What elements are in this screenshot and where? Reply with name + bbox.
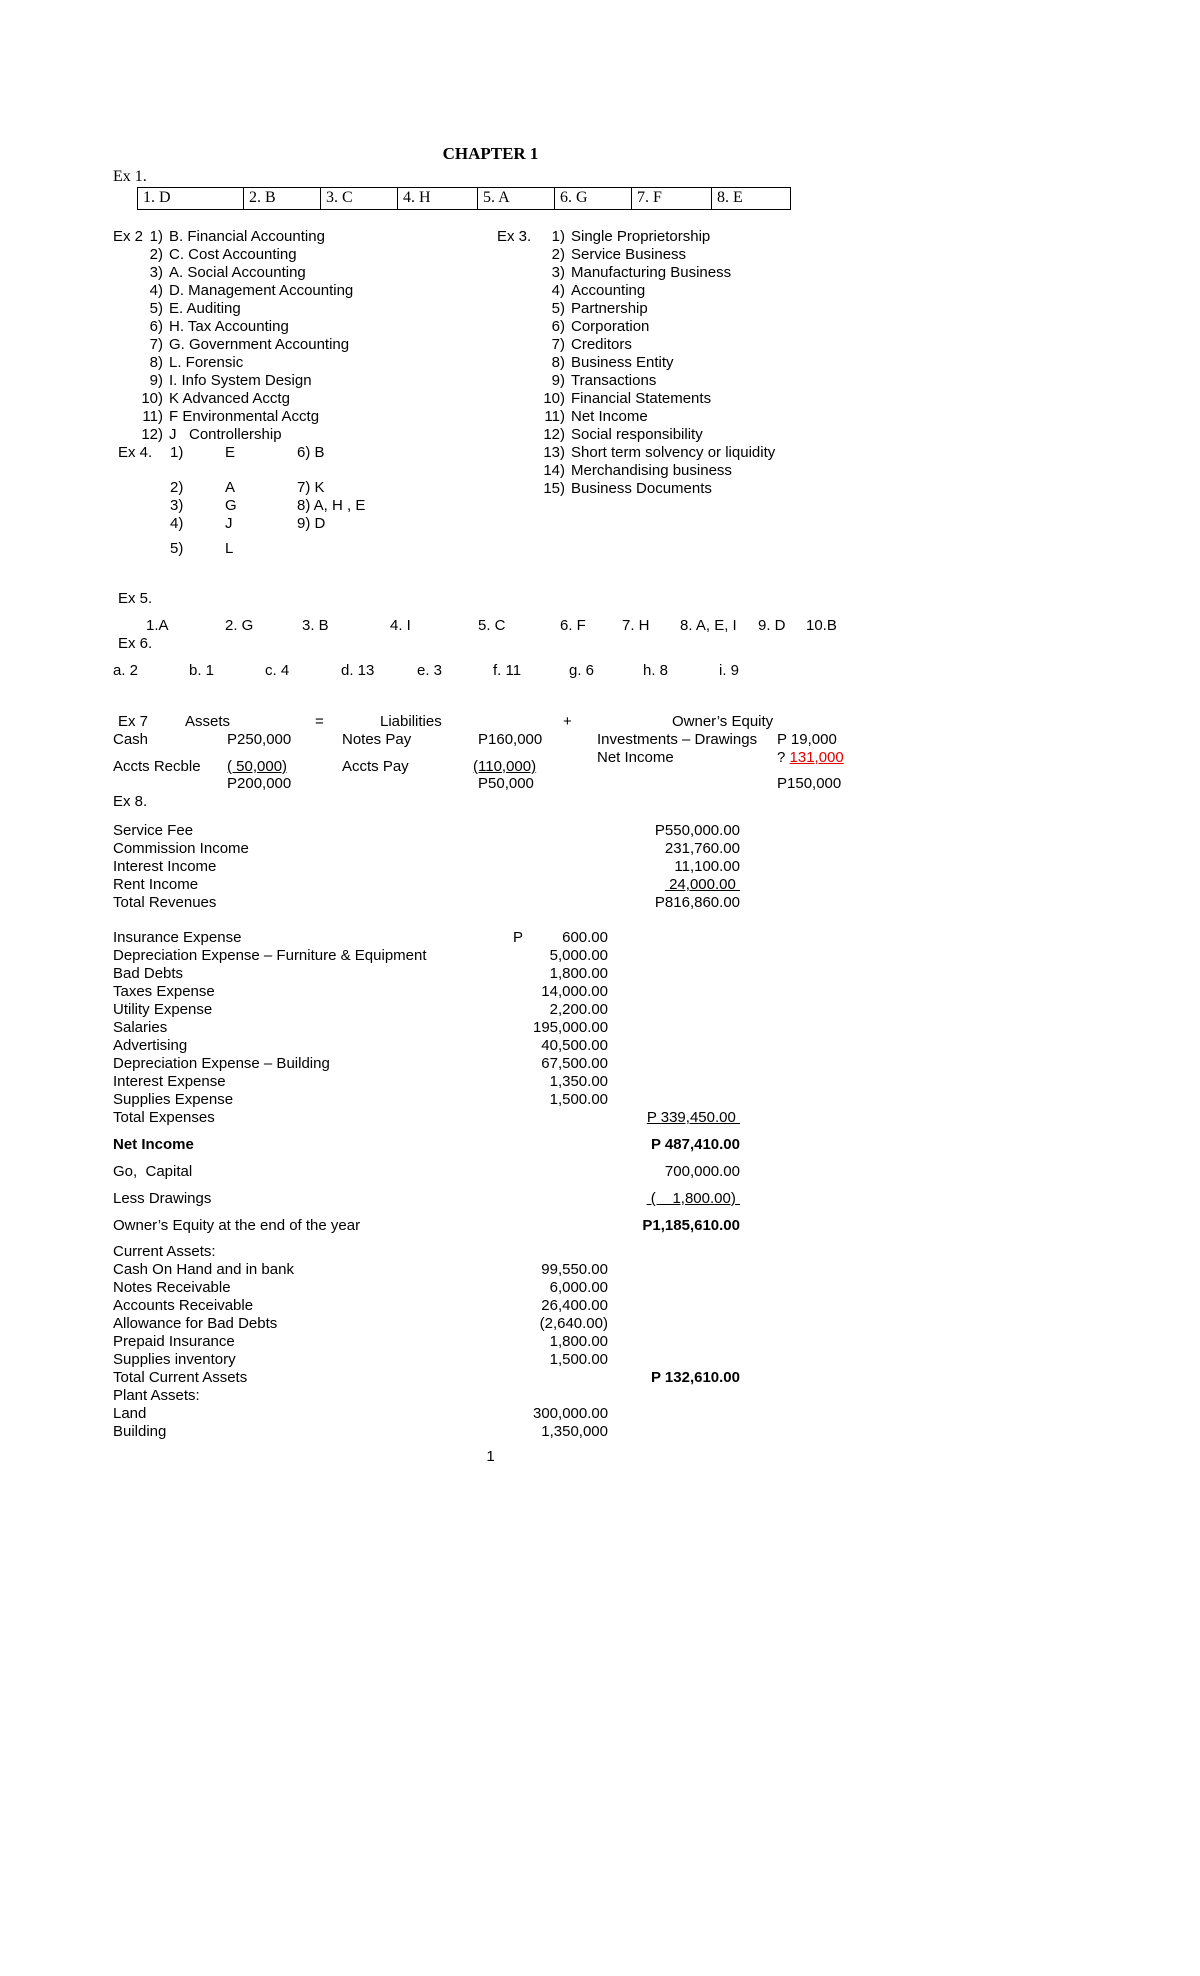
question-mark: ? [777, 749, 790, 766]
item-number: 14) [543, 462, 565, 479]
ex3-item [497, 390, 1100, 408]
ex3-section [497, 228, 1100, 558]
plant-assets-block [113, 1405, 1100, 1441]
item-text: J Controllership [169, 426, 282, 443]
account-amount: 26,400.00 [541, 1297, 608, 1314]
item-number: 5) [551, 300, 565, 317]
net-income-answer [777, 749, 844, 767]
item-text: I. Info System Design [169, 372, 312, 389]
answer: e. 3 [417, 662, 443, 679]
item-number: 2) [149, 246, 163, 263]
ex3-item [497, 246, 1100, 264]
account-amount: 1,800.00 [549, 1333, 608, 1350]
answer: g. 6 [569, 662, 595, 679]
account-label: Supplies inventory [113, 1351, 236, 1368]
asset-row [113, 1351, 1100, 1369]
account-amount: ( 50,000) [227, 758, 288, 775]
item-text: F Environmental Acctg [169, 408, 320, 425]
account-amount: 1,350.00 [549, 1073, 608, 1090]
ex8-section [113, 793, 1100, 1441]
ex1-cell: 8. E [712, 188, 791, 210]
account-label: Total Current Assets [113, 1369, 248, 1386]
ex1-cell: 2. B [244, 188, 321, 210]
account-amount: 6,000.00 [549, 1279, 608, 1296]
account-amount: 1,350,000 [541, 1423, 608, 1440]
answer-letter: A [225, 479, 236, 496]
ex5-label: Ex 5. [118, 590, 153, 607]
answer-letter: E [225, 444, 236, 461]
owners-equity-row [113, 1217, 1100, 1235]
ex3-item [497, 318, 1100, 336]
ex2-ex3-columns [113, 228, 1100, 558]
ex3-item [497, 372, 1100, 390]
account-label: Investments – Drawings [597, 731, 758, 748]
account-label: Cash On Hand and in bank [113, 1261, 294, 1278]
ex3-item [497, 228, 1100, 246]
page-title: CHAPTER 1 [442, 144, 539, 163]
account-amount: 1,800.00 [549, 965, 608, 982]
item-number: 1) [149, 228, 163, 245]
answer-right: 6) B [297, 444, 325, 461]
asset-row [113, 1405, 1100, 1423]
answer: 6. F [560, 617, 586, 634]
account-label: Go, Capital [113, 1163, 193, 1180]
item-text: Financial Statements [571, 390, 712, 407]
account-amount: ( 1,800.00) [646, 1190, 740, 1207]
answer: a. 2 [113, 662, 139, 679]
ex3-item [497, 336, 1100, 354]
account-amount: 600.00 [562, 929, 608, 946]
account-label: Less Drawings [113, 1190, 212, 1207]
ex2-item [113, 336, 497, 354]
ex7-label: Ex 7 [118, 713, 149, 730]
item-number: 6) [149, 318, 163, 335]
account-label: Depreciation Expense – Furniture & Equipment [113, 947, 427, 964]
item-text: Social responsibility [571, 426, 703, 443]
item-text: Merchandising business [571, 462, 732, 479]
answer: 8. A, E, I [680, 617, 737, 634]
answer-letter: L [225, 540, 234, 557]
current-assets-block [113, 1261, 1100, 1369]
account-amount: 1,500.00 [549, 1091, 608, 1108]
answer: i. 9 [719, 662, 740, 679]
item-number: 4) [551, 282, 565, 299]
item-text: Net Income [571, 408, 648, 425]
ex1-cell: 3. C [321, 188, 398, 210]
account-label: Land [113, 1405, 147, 1422]
liabilities-total: P50,000 [478, 775, 534, 792]
answer: 9. D [758, 617, 786, 634]
item-text: Accounting [571, 282, 646, 299]
account-label: Advertising [113, 1037, 188, 1054]
account-label: Net Income [597, 749, 674, 766]
answer: c. 4 [265, 662, 290, 679]
account-label: Cash [113, 731, 149, 748]
item-number: 7) [551, 336, 565, 353]
account-label: Supplies Expense [113, 1091, 234, 1108]
account-amount: 99,550.00 [541, 1261, 608, 1278]
account-amount: 195,000.00 [533, 1019, 609, 1036]
answer: 1.A [146, 617, 169, 634]
item-text: Business Documents [571, 480, 712, 497]
revenue-row [113, 822, 1100, 840]
revenue-row [113, 840, 1100, 858]
account-amount: 1,500.00 [549, 1351, 608, 1368]
item-text: C. Cost Accounting [169, 246, 297, 263]
account-amount: 14,000.00 [541, 983, 608, 1000]
answer: 7. H [622, 617, 650, 634]
answer: 5. C [478, 617, 506, 634]
account-amount: 40,500.00 [541, 1037, 608, 1054]
item-text: Business Entity [571, 354, 674, 371]
answer: 3. B [302, 617, 329, 634]
ex2-item [113, 318, 497, 336]
expense-row [113, 965, 1100, 983]
item-number: 2) [551, 246, 565, 263]
item-text: Service Business [571, 246, 687, 263]
account-amount: 5,000.00 [549, 947, 608, 964]
ex3-item [497, 462, 1100, 480]
ex4-row [113, 479, 497, 497]
item-number: 10) [543, 390, 565, 407]
account-amount: P 339,450.00 [646, 1109, 740, 1126]
ex1-answer-table [137, 187, 791, 210]
item-text: Short term solvency or liquidity [571, 444, 776, 461]
ex2-item [113, 282, 497, 300]
account-label: Insurance Expense [113, 929, 242, 946]
page-number: 1 [486, 1448, 495, 1465]
ex6-answers [113, 662, 1100, 680]
expense-row [113, 1001, 1100, 1019]
assets-header: Assets [185, 713, 231, 730]
ex2-item [113, 264, 497, 282]
ex6-label: Ex 6. [118, 635, 153, 652]
item-text: Corporation [571, 318, 650, 335]
ex3-item [497, 264, 1100, 282]
item-number: 6) [551, 318, 565, 335]
expense-row [113, 1073, 1100, 1091]
item-text: H. Tax Accounting [169, 318, 289, 335]
asset-row [113, 1261, 1100, 1279]
answer: f. 11 [493, 662, 522, 679]
item-number: 1) [551, 228, 565, 245]
item-text: L. Forensic [169, 354, 244, 371]
total-current-assets-row [113, 1369, 1100, 1387]
item-number: 4) [170, 515, 184, 532]
item-number: 11) [544, 408, 565, 425]
ex3-label: Ex 3. [497, 228, 532, 245]
account-label: Net Income [113, 1136, 194, 1153]
equity-header: Owner’s Equity [672, 713, 774, 730]
ex1-cell: 4. H [398, 188, 478, 210]
answer-letter: G [225, 497, 237, 514]
answer: 2. G [225, 617, 254, 634]
account-amount: 11,100.00 [674, 858, 740, 875]
current-assets-header: Current Assets: [113, 1243, 216, 1260]
item-number: 8) [149, 354, 163, 371]
item-number: 3) [170, 497, 184, 514]
item-text: Creditors [571, 336, 632, 353]
answer-letter: J [225, 515, 233, 532]
drawings-row [113, 1190, 1100, 1208]
expense-row [113, 1091, 1100, 1109]
ex1-cell: 1. D [138, 188, 244, 210]
account-label: Salaries [113, 1019, 168, 1036]
account-label: Total Revenues [113, 894, 217, 911]
item-text: Partnership [571, 300, 648, 317]
account-label: Accts Recble [113, 758, 201, 775]
ex3-item [497, 444, 1100, 462]
account-label: Accts Pay [342, 758, 409, 775]
answer-right: 8) A, H , E [297, 497, 366, 514]
item-number: 12) [543, 426, 565, 443]
item-number: 10) [141, 390, 163, 407]
account-amount: 2,200.00 [549, 1001, 608, 1018]
equals-sign: = [315, 713, 324, 730]
account-label: Accounts Receivable [113, 1297, 254, 1314]
revenue-row [113, 858, 1100, 876]
ex3-item [497, 408, 1100, 426]
item-text: Transactions [571, 372, 657, 389]
account-label: Rent Income [113, 876, 199, 893]
account-label: Total Expenses [113, 1109, 215, 1126]
account-label: Owner’s Equity at the end of the year [113, 1217, 361, 1234]
account-amount: 700,000.00 [664, 1163, 740, 1180]
account-label: Interest Income [113, 858, 217, 875]
ex2-item [113, 372, 497, 390]
item-text: K Advanced Acctg [169, 390, 290, 407]
expenses-block [113, 929, 1100, 1109]
account-amount: P550,000.00 [654, 822, 740, 839]
account-label: Depreciation Expense – Building [113, 1055, 330, 1072]
ex1-row [138, 188, 791, 210]
account-amount: 231,760.00 [664, 840, 740, 857]
item-number: 3) [551, 264, 565, 281]
item-text: B. Financial Accounting [169, 228, 325, 245]
ex2-item [113, 408, 497, 426]
item-text: G. Government Accounting [169, 336, 350, 353]
account-label: Prepaid Insurance [113, 1333, 235, 1350]
expense-row [113, 1055, 1100, 1073]
ex3-item [497, 282, 1100, 300]
item-number: 9) [149, 372, 163, 389]
ex2-item [113, 300, 497, 318]
net-income-amount: 131,000 [789, 749, 844, 766]
expense-row [113, 929, 1100, 947]
ex2-item [113, 390, 497, 408]
account-label: Utility Expense [113, 1001, 213, 1018]
account-label: Taxes Expense [113, 983, 215, 1000]
plus-sign: + [563, 713, 572, 730]
item-number: 5) [149, 300, 163, 317]
ex1-cell: 5. A [478, 188, 555, 210]
expense-row [113, 947, 1100, 965]
answer: 4. I [390, 617, 411, 634]
account-label: Building [113, 1423, 167, 1440]
answer-right: 9) D [297, 515, 326, 532]
asset-row [113, 1333, 1100, 1351]
item-number: 8) [551, 354, 565, 371]
ex3-item [497, 426, 1100, 444]
ex8-label: Ex 8. [113, 793, 148, 810]
ex3-item [497, 354, 1100, 372]
ex4-row [113, 444, 497, 462]
equity-total: P150,000 [777, 775, 842, 792]
total-expenses-row [113, 1109, 1100, 1127]
item-number: 2) [170, 479, 184, 496]
ex1-cell: 6. G [555, 188, 632, 210]
ex2-item [113, 246, 497, 264]
account-amount: 300,000.00 [533, 1405, 609, 1422]
capital-row [113, 1163, 1100, 1181]
ex4-row [113, 515, 497, 533]
answer: h. 8 [643, 662, 669, 679]
item-text: D. Management Accounting [169, 282, 354, 299]
asset-row [113, 1297, 1100, 1315]
ex4-section [113, 444, 497, 558]
ex4-label: Ex 4. [118, 444, 153, 461]
ex2-item [113, 426, 497, 444]
item-number: 4) [149, 282, 163, 299]
account-label: Bad Debts [113, 965, 184, 982]
expense-row [113, 1019, 1100, 1037]
ex2-label: Ex 2 [113, 228, 144, 245]
item-number: 7) [149, 336, 163, 353]
asset-row [113, 1423, 1100, 1441]
ex2-item [113, 228, 497, 246]
account-amount: P 487,410.00 [651, 1136, 740, 1153]
account-amount: P1,185,610.00 [642, 1217, 740, 1234]
ex3-item [497, 300, 1100, 318]
item-text: Single Proprietorship [571, 228, 711, 245]
item-number: 3) [149, 264, 163, 281]
account-amount: P160,000 [478, 731, 543, 748]
answer: d. 13 [341, 662, 375, 679]
expense-row [113, 983, 1100, 1001]
expense-row [113, 1037, 1100, 1055]
item-text: Manufacturing Business [571, 264, 732, 281]
ex5-answers [146, 617, 1100, 635]
ex7-section [113, 713, 1100, 793]
asset-row [113, 1279, 1100, 1297]
currency-symbol: P [513, 929, 524, 946]
revenue-row [113, 876, 1100, 894]
account-amount: P 19,000 [777, 731, 837, 748]
account-amount: (2,640.00) [539, 1315, 608, 1332]
revenue-row [113, 894, 1100, 912]
ex2-section [113, 228, 497, 558]
item-number: 12) [141, 426, 163, 443]
item-number: 15) [543, 480, 565, 497]
ex4-row [113, 497, 497, 515]
account-amount: P250,000 [227, 731, 292, 748]
answer: b. 1 [189, 662, 215, 679]
account-amount: 24,000.00 [664, 876, 740, 893]
plant-assets-header: Plant Assets: [113, 1387, 200, 1404]
account-label: Notes Receivable [113, 1279, 231, 1296]
account-amount: (110,000) [473, 758, 537, 775]
account-label: Commission Income [113, 840, 249, 857]
net-income-row [113, 1136, 1100, 1154]
asset-row [113, 1315, 1100, 1333]
answer: 10.B [806, 617, 837, 634]
ex2-item [113, 354, 497, 372]
account-label: Interest Expense [113, 1073, 226, 1090]
account-label: Notes Pay [342, 731, 412, 748]
ex4-row [113, 540, 497, 558]
answer-right: 7) K [297, 479, 325, 496]
account-amount: P 132,610.00 [651, 1369, 740, 1386]
account-amount: 67,500.00 [541, 1055, 608, 1072]
item-number: 5) [170, 540, 184, 557]
account-label: Service Fee [113, 822, 194, 839]
revenues-block [113, 822, 1100, 912]
item-number: 13) [543, 444, 565, 461]
liabilities-header: Liabilities [380, 713, 442, 730]
item-number: 11) [142, 408, 163, 425]
ex1-label: Ex 1. [113, 168, 147, 185]
account-label: Allowance for Bad Debts [113, 1315, 278, 1332]
item-text: A. Social Accounting [169, 264, 306, 281]
assets-total: P200,000 [227, 775, 292, 792]
item-text: E. Auditing [169, 300, 241, 317]
item-number: 9) [551, 372, 565, 389]
item-number: 1) [170, 444, 184, 461]
ex1-cell: 7. F [632, 188, 712, 210]
account-amount: P816,860.00 [654, 894, 740, 911]
ex3-item [497, 480, 1100, 498]
